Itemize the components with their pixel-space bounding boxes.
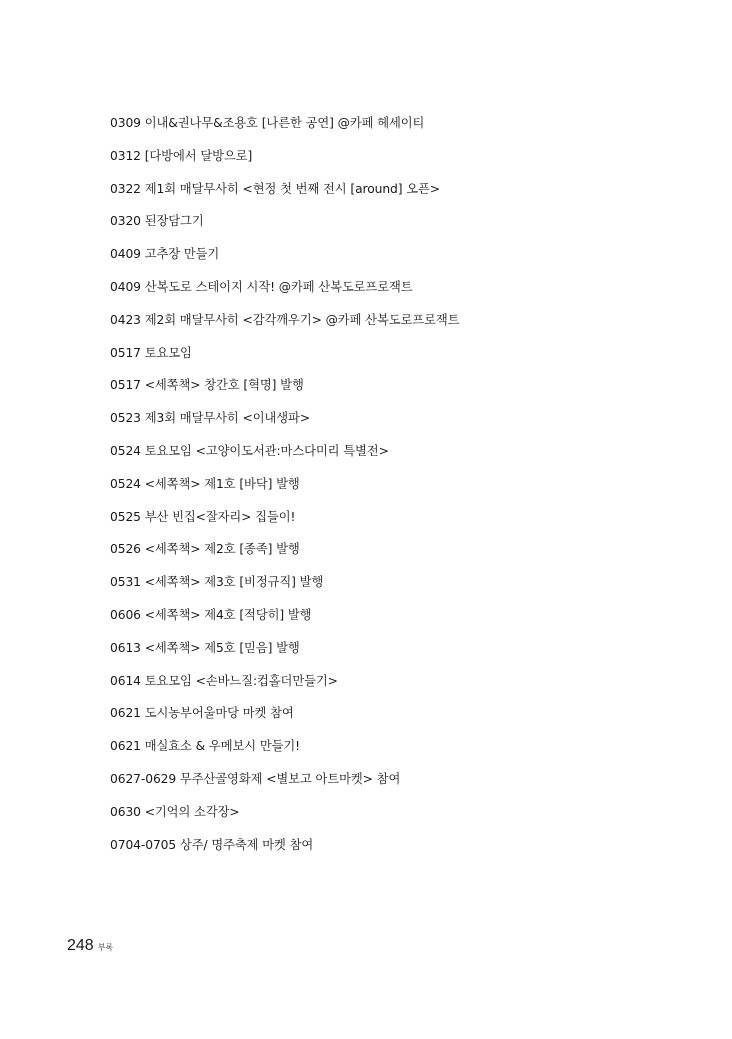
list-item: 0409 고추장 만들기 (110, 247, 220, 262)
list-item: 0409 산복도로 스테이지 시작! @카페 산복도로프로잭트 (110, 279, 413, 294)
list-item: 0531 <세쪽책> 제3호 [비정규직] 발행 (110, 575, 324, 590)
list-item: 0704-0705 상주/ 명주축제 마켓 참여 (110, 837, 314, 852)
list-item: 0630 <기억의 소각장> (110, 804, 240, 819)
list-item: 0309 이내&권나무&조용호 [나른한 공연] @카페 헤세이티 (110, 116, 425, 130)
chronology-list (110, 113, 459, 867)
list-item: 0517 토요모임 (110, 345, 192, 360)
list-item: 0524 <세쪽책> 제1호 [바닥] 발행 (110, 476, 300, 491)
section-label: 부록 (97, 943, 114, 952)
list-item: 0621 매실효소 & 우메보시 만들기! (110, 739, 301, 754)
page-number: 248 (67, 937, 94, 954)
list-item: 0627-0629 무주산골영화제 <별보고 아트마켓> 참여 (110, 771, 401, 786)
list-item: 0613 <세쪽책> 제5호 [믿음] 발행 (110, 640, 300, 655)
list-item: 0423 제2회 매달무사히 <감각깨우기> @카페 산복도로프로잭트 (110, 312, 460, 327)
page-footer (67, 935, 113, 955)
list-item: 0320 된장담그기 (110, 214, 204, 229)
list-item: 0606 <세쪽책> 제4호 [적당히] 발행 (110, 607, 312, 622)
list-item: 0526 <세쪽책> 제2호 [종족] 발행 (110, 542, 300, 557)
list-item: 0524 토요모임 <고양이도서관:마스다미리 특별전> (110, 443, 389, 458)
list-item: 0525 부산 빈집<잘자리> 집들이! (110, 509, 296, 524)
list-item: 0621 도시농부어울마당 마켓 참여 (110, 706, 294, 721)
list-item: 0322 제1회 매달무사히 <현정 첫 번째 전시 [around] 오픈> (110, 181, 440, 196)
list-item: 0312 [다방에서 달방으로] (110, 148, 253, 163)
list-item: 0523 제3회 매달무사히 <이내생파> (110, 411, 311, 426)
list-item: 0614 토요모임 <손바느질:컵홀더만들기> (110, 673, 338, 688)
list-item: 0517 <세쪽책> 창간호 [혁명] 발행 (110, 378, 304, 393)
